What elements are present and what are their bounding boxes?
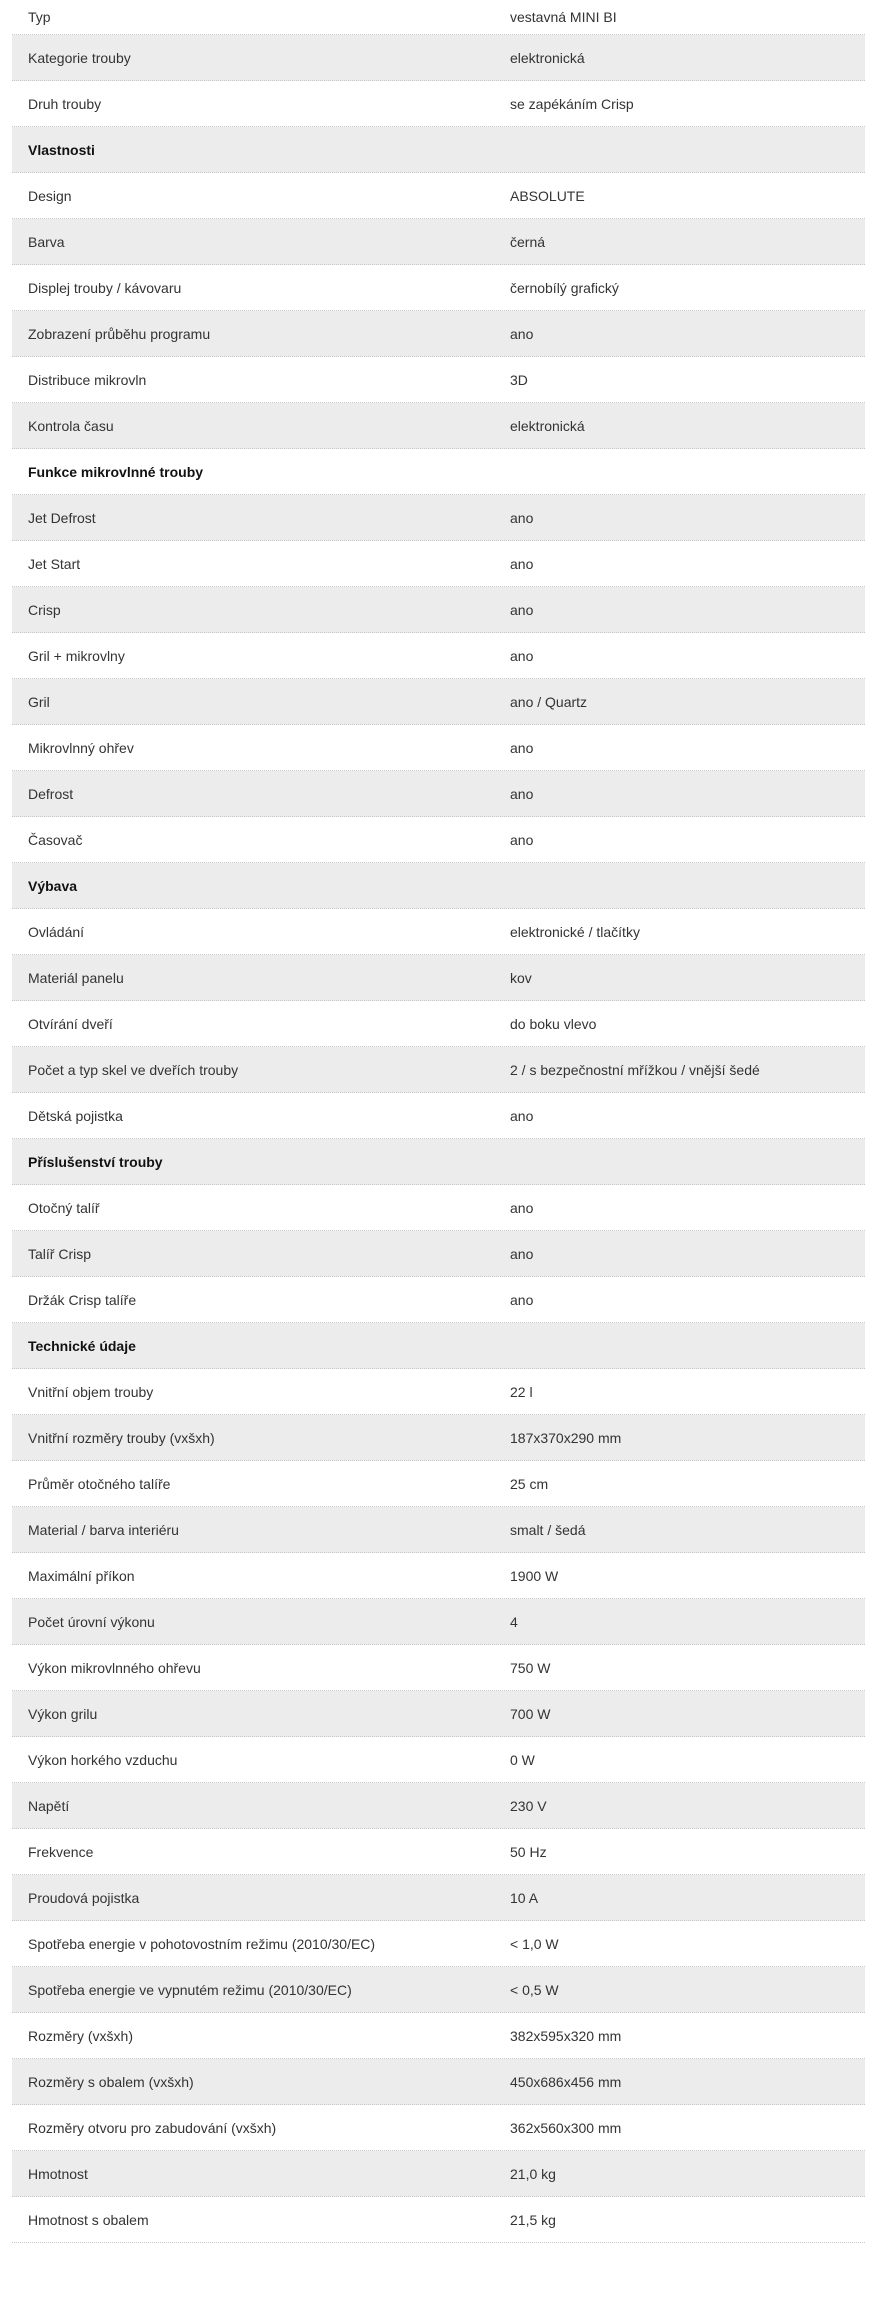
spec-value: 187x370x290 mm xyxy=(510,1429,622,1446)
spec-label: Kontrola času xyxy=(28,417,114,434)
section-header-row xyxy=(12,1139,865,1185)
spec-label: Material / barva interiéru xyxy=(28,1521,179,1538)
spec-label: Dětská pojistka xyxy=(28,1107,123,1124)
spec-row xyxy=(12,81,865,127)
spec-value: elektronické / tlačítky xyxy=(510,923,640,940)
spec-row xyxy=(12,2059,865,2105)
spec-row xyxy=(12,1461,865,1507)
spec-value: se zapékáním Crisp xyxy=(510,95,634,112)
spec-value: 2 / s bezpečnostní mřížkou / vnější šedé xyxy=(510,1061,760,1078)
spec-label: Crisp xyxy=(28,601,61,618)
spec-label: Druh trouby xyxy=(28,95,102,112)
spec-value: 750 W xyxy=(510,1659,551,1676)
spec-row xyxy=(12,633,865,679)
section-title: Technické údaje xyxy=(28,1337,136,1354)
spec-label: Barva xyxy=(28,233,65,250)
spec-row xyxy=(12,173,865,219)
spec-label: Distribuce mikrovln xyxy=(28,371,147,388)
section-header-row xyxy=(12,1323,865,1369)
spec-value: ano xyxy=(510,1291,534,1308)
spec-label: Napětí xyxy=(28,1797,70,1814)
spec-label: Jet Defrost xyxy=(28,509,96,526)
spec-value: 1900 W xyxy=(510,1567,559,1584)
spec-label: Otočný talíř xyxy=(28,1199,100,1216)
spec-row xyxy=(12,725,865,771)
spec-row xyxy=(12,1369,865,1415)
spec-row xyxy=(12,1875,865,1921)
spec-label: Časovač xyxy=(28,831,83,848)
spec-label: Výkon horkého vzduchu xyxy=(28,1751,178,1768)
spec-label: Spotřeba energie v pohotovostním režimu (2010/30/EC) xyxy=(28,1935,376,1952)
spec-value: ano xyxy=(510,1107,534,1124)
spec-value: ano xyxy=(510,831,534,848)
spec-value: smalt / šedá xyxy=(510,1521,586,1538)
spec-label: Počet a typ skel ve dveřích trouby xyxy=(28,1061,239,1078)
spec-row xyxy=(12,403,865,449)
section-title: Příslušenství trouby xyxy=(28,1153,163,1170)
spec-label: Gril xyxy=(28,693,50,710)
spec-label: Rozměry (vxšxh) xyxy=(28,2027,134,2044)
spec-value: 25 cm xyxy=(510,1475,549,1492)
spec-row xyxy=(12,541,865,587)
spec-row xyxy=(12,311,865,357)
spec-value: ano xyxy=(510,601,534,618)
section-title: Vlastnosti xyxy=(28,141,95,158)
spec-label: Držák Crisp talíře xyxy=(28,1291,137,1308)
spec-value: < 1,0 W xyxy=(510,1935,559,1952)
spec-value: 21,5 kg xyxy=(510,2211,556,2228)
spec-row xyxy=(12,2013,865,2059)
spec-label: Maximální příkon xyxy=(28,1567,135,1584)
section-title: Funkce mikrovlnné trouby xyxy=(28,463,204,480)
spec-row xyxy=(12,219,865,265)
spec-value: < 0,5 W xyxy=(510,1981,559,1998)
spec-row xyxy=(12,1231,865,1277)
spec-label: Ovládání xyxy=(28,923,85,940)
spec-row xyxy=(12,2105,865,2151)
spec-label: Frekvence xyxy=(28,1843,94,1860)
spec-row xyxy=(12,587,865,633)
spec-value: 382x595x320 mm xyxy=(510,2027,622,2044)
spec-value: 50 Hz xyxy=(510,1843,547,1860)
spec-label: Spotřeba energie ve vypnutém režimu (2010/30/EC) xyxy=(28,1981,352,1998)
spec-row xyxy=(12,1415,865,1461)
spec-label: Design xyxy=(28,187,72,204)
spec-row xyxy=(12,1001,865,1047)
spec-label: Proudová pojistka xyxy=(28,1889,140,1906)
section-header-row xyxy=(12,863,865,909)
spec-label: Vnitřní rozměry trouby (vxšxh) xyxy=(28,1429,215,1446)
spec-row xyxy=(12,1553,865,1599)
spec-value: elektronická xyxy=(510,49,585,66)
section-header-row xyxy=(12,127,865,173)
spec-table xyxy=(12,0,865,2243)
spec-row xyxy=(12,1093,865,1139)
spec-value: elektronická xyxy=(510,417,585,434)
spec-row xyxy=(12,1737,865,1783)
spec-row xyxy=(12,1185,865,1231)
spec-value: černá xyxy=(510,233,546,250)
spec-value: ano xyxy=(510,1199,534,1216)
spec-label: Rozměry otvoru pro zabudování (vxšxh) xyxy=(28,2119,277,2136)
spec-value: vestavná MINI BI xyxy=(510,9,617,25)
spec-row xyxy=(12,2151,865,2197)
spec-row xyxy=(12,1829,865,1875)
spec-value: do boku vlevo xyxy=(510,1015,597,1032)
spec-value: ano xyxy=(510,785,534,802)
spec-value: ano xyxy=(510,325,534,342)
spec-value: 700 W xyxy=(510,1705,551,1722)
spec-value: ano xyxy=(510,647,534,664)
spec-row xyxy=(12,0,865,35)
spec-label: Hmotnost xyxy=(28,2165,88,2182)
spec-label: Talíř Crisp xyxy=(28,1245,92,1262)
spec-row xyxy=(12,1277,865,1323)
spec-value: ABSOLUTE xyxy=(510,187,585,204)
spec-row xyxy=(12,909,865,955)
section-header-row xyxy=(12,449,865,495)
spec-label: Mikrovlnný ohřev xyxy=(28,739,134,756)
spec-value: 0 W xyxy=(510,1751,535,1768)
spec-value: ano xyxy=(510,1245,534,1262)
spec-label: Rozměry s obalem (vxšxh) xyxy=(28,2073,194,2090)
spec-row xyxy=(12,1047,865,1093)
spec-row xyxy=(12,679,865,725)
spec-label: Typ xyxy=(28,9,51,25)
spec-row xyxy=(12,35,865,81)
spec-value: kov xyxy=(510,969,532,986)
spec-value: 230 V xyxy=(510,1797,547,1814)
spec-value: ano xyxy=(510,555,534,572)
spec-row xyxy=(12,1507,865,1553)
spec-value: ano xyxy=(510,509,534,526)
spec-row xyxy=(12,265,865,311)
spec-value: 10 A xyxy=(510,1889,539,1906)
spec-row xyxy=(12,495,865,541)
spec-row xyxy=(12,1645,865,1691)
spec-row xyxy=(12,1691,865,1737)
spec-label: Gril + mikrovlny xyxy=(28,647,125,664)
spec-row xyxy=(12,1599,865,1645)
spec-label: Hmotnost s obalem xyxy=(28,2211,149,2228)
spec-label: Průměr otočného talíře xyxy=(28,1475,171,1492)
spec-row xyxy=(12,1921,865,1967)
section-title: Výbava xyxy=(28,877,78,894)
spec-label: Displej trouby / kávovaru xyxy=(28,279,182,296)
spec-row xyxy=(12,1783,865,1829)
spec-label: Otvírání dveří xyxy=(28,1015,113,1032)
spec-row xyxy=(12,1967,865,2013)
spec-label: Počet úrovní výkonu xyxy=(28,1613,155,1630)
spec-row xyxy=(12,771,865,817)
spec-value: ano / Quartz xyxy=(510,693,588,710)
spec-label: Zobrazení průběhu programu xyxy=(28,325,211,342)
spec-label: Výkon mikrovlnného ohřevu xyxy=(28,1659,201,1676)
spec-value: 21,0 kg xyxy=(510,2165,556,2182)
spec-value: 22 l xyxy=(510,1383,533,1400)
spec-row xyxy=(12,357,865,403)
spec-label: Materiál panelu xyxy=(28,969,124,986)
spec-value: ano xyxy=(510,739,534,756)
spec-value: 362x560x300 mm xyxy=(510,2119,622,2136)
spec-row xyxy=(12,955,865,1001)
spec-value: 4 xyxy=(510,1613,518,1630)
spec-label: Jet Start xyxy=(28,555,81,572)
spec-value: černobílý grafický xyxy=(510,279,619,296)
spec-value: 450x686x456 mm xyxy=(510,2073,622,2090)
spec-label: Kategorie trouby xyxy=(28,49,131,66)
spec-row xyxy=(12,817,865,863)
spec-row xyxy=(12,2197,865,2243)
spec-label: Výkon grilu xyxy=(28,1705,98,1722)
spec-value: 3D xyxy=(510,371,528,388)
spec-label: Vnitřní objem trouby xyxy=(28,1383,154,1400)
spec-label: Defrost xyxy=(28,785,74,802)
